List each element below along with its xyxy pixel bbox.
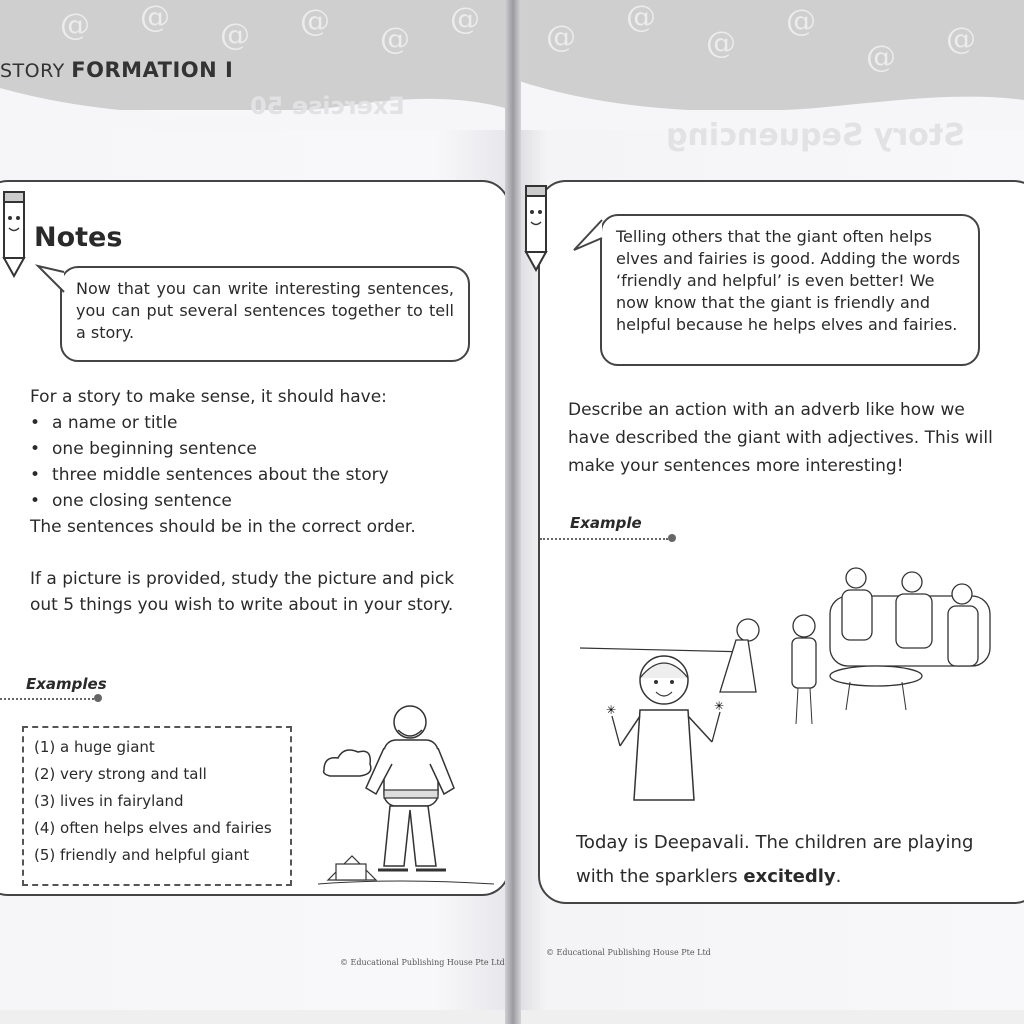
svg-text:✳: ✳ xyxy=(606,703,617,717)
giant-illustration xyxy=(318,700,498,890)
examples-label: Examples xyxy=(26,675,107,693)
notes-speech-bubble: Now that you can write interesting sentences, you can put several sentences together to tell a story. xyxy=(60,266,470,362)
copyright-footer: © Educational Publishing House Pte Ltd xyxy=(546,948,711,957)
swirl-icon: @ xyxy=(140,0,170,35)
left-page xyxy=(0,0,512,1010)
swirl-icon: @ xyxy=(546,20,576,55)
example-underline xyxy=(540,538,668,540)
example-item: (1) a huge giant xyxy=(34,738,155,756)
pencil-mascot-icon xyxy=(522,182,552,272)
caption-text: Today is Deepavali. The children are playing with the sparklers xyxy=(576,832,974,887)
requirements-intro: For a story to make sense, it should have: xyxy=(30,387,387,407)
bleed-through-text: Exercise 50 xyxy=(250,92,405,120)
pencil-mascot-icon xyxy=(0,188,30,278)
swirl-icon: @ xyxy=(626,0,656,35)
section-title: STORY FORMATION I xyxy=(0,58,234,82)
copyright-footer: © Educational Publishing House Pte Ltd xyxy=(340,958,505,967)
requirements-list xyxy=(30,410,476,514)
example-item: (5) friendly and helpful giant xyxy=(34,846,250,864)
underline-dot xyxy=(94,694,102,702)
swirl-icon: @ xyxy=(866,40,896,75)
picture-note: If a picture is provided, study the picture and pick out 5 things you wish to write about in your story. xyxy=(30,569,455,615)
example-item: (2) very strong and tall xyxy=(34,765,207,783)
swirl-icon: @ xyxy=(60,8,90,43)
bleed-through-text: Story Sequencing xyxy=(666,118,965,153)
examples-box xyxy=(22,726,292,886)
caption-end: . xyxy=(835,866,842,887)
example-item: (3) lives in fairyland xyxy=(34,792,184,810)
order-note: The sentences should be in the correct order. xyxy=(30,517,416,537)
swirl-icon: @ xyxy=(300,4,330,39)
explanation-speech-bubble: Telling others that the giant often helps elves and fairies is good. Adding the words ‘friendly and helpful’ is even better! We now know that the giant is friendly and helpful because he helps elves and fairies. xyxy=(600,214,980,366)
speech-tail xyxy=(34,262,74,302)
right-page xyxy=(516,0,1024,1010)
speech-tail xyxy=(568,210,608,260)
story-requirements xyxy=(30,384,476,618)
list-item: • one beginning sentence xyxy=(30,436,476,462)
example-item: (4) often helps elves and fairies xyxy=(34,819,272,837)
list-item: • three middle sentences about the story xyxy=(30,462,476,488)
swirl-icon: @ xyxy=(706,26,736,61)
swirl-icon: @ xyxy=(946,22,976,57)
list-item: • one closing sentence xyxy=(30,488,476,514)
book-gutter xyxy=(505,0,521,1024)
swirl-icon: @ xyxy=(786,4,816,39)
example-label: Example xyxy=(570,514,642,532)
underline-dot xyxy=(668,534,676,542)
notes-title: Notes xyxy=(34,222,123,253)
swirl-icon: @ xyxy=(220,18,250,53)
swirl-icon: @ xyxy=(380,22,410,57)
examples-underline xyxy=(0,698,94,700)
caption-adverb: excitedly xyxy=(743,866,836,887)
svg-text:✳: ✳ xyxy=(714,699,725,713)
example-caption xyxy=(576,826,1008,894)
adverb-instruction: Describe an action with an adverb like how we have described the giant with adjectives. This will make your sentences more interesting! xyxy=(568,400,993,476)
list-item: • a name or title xyxy=(30,410,476,436)
deepavali-illustration xyxy=(580,560,1000,810)
swirl-icon: @ xyxy=(450,2,480,37)
